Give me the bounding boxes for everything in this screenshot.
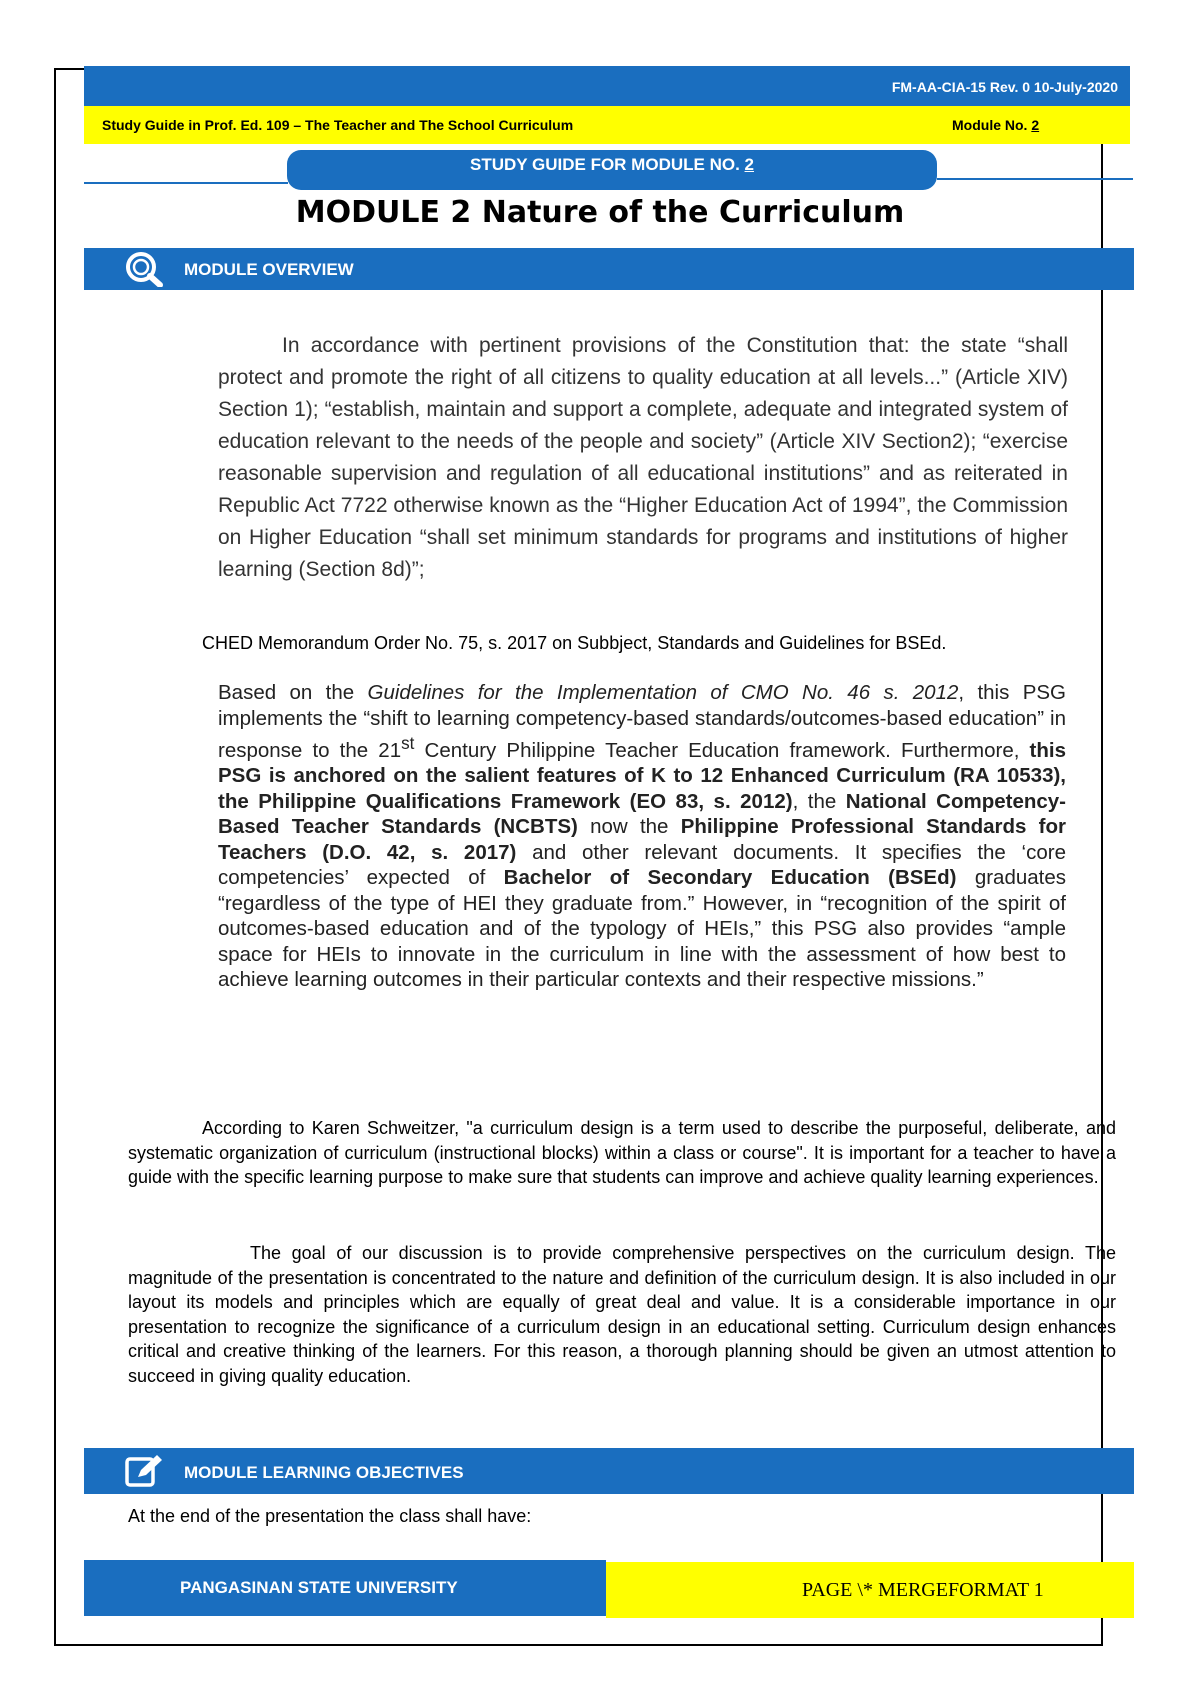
psg-text-9: Philippine Professional Standards for Teachers (D.O. 42, s. 2017) [218,815,1066,864]
frame-right-border [1101,140,1103,1646]
module-label-text: Module No. [952,117,1032,133]
psg-text-5: this PSG is anchored on the salient features of K to 12 Enhanced Curriculum (RA 10533), the Philippine Qualifications Framework (EO 83, s. 2012) [218,738,1066,813]
learning-objectives-heading: MODULE LEARNING OBJECTIVES [184,1463,464,1482]
frame-bottom-border [54,1644,1103,1646]
page-field: PAGE \* MERGEFORMAT 1 [802,1579,1044,1601]
module-number-value: 2 [1031,117,1040,133]
page-title: MODULE 2 Nature of the Curriculum [295,195,905,230]
psg-text-3: , this PSG implements the “shift to learning competency-based standards/outcomes-based education” in response to the 21 [218,681,1067,762]
constitution-quote-text: In accordance with pertinent provisions of the Constitution that: the state “shall protect and promote the right of all citizens to quality education at all levels...” (Article XIV) Section 1); “establish, maintain and support a complete, adequate and integrated system of education relevant to the needs of the people and society” (Article XIV Section2); “exercise reasonable supervision and regulation of all educational institutions” and as reiterated in Republic Act 7722 otherwise known as the “Higher Education Act of 1994”, the Commission on Higher Education “shall set minimum standards for programs and institutions of higher learning (Section 8d)”; [218,334,1068,581]
psg-text-11: Bachelor of Secondary Education (BSEd) [503,866,957,890]
banner-rule-right [937,178,1133,180]
objectives-intro: At the end of the presentation the class shall have: [128,1506,532,1526]
psg-text-4: Century Philippine Teacher Education framework. Furthermore, [414,738,1030,762]
psg-text-12: graduates “regardless of the type of HEI they graduate from.” However, in “recognition of the spirit of outcomes-based education and of the typology of HEIs,” this PSG also provides “ample space for HEIs to innovate in the curriculum in line with the assessment of how best to achieve learning outcomes in their particular contexts and their respective missions.” [218,866,1066,992]
guide-title: Study Guide in Prof. Ed. 109 – The Teacher and The School Curriculum [102,117,574,133]
goal-text: The goal of our discussion is to provide comprehensive perspectives on the curriculum design. The magnitude of the presentation is concentrated to the nature and definition of the curriculum design. It is also included in our layout its models and principles which are equally of great deal and value. It is a considerable importance in our presentation to recognize the significance of a curriculum design in an educational setting. Curriculum design enhances critical and creative thinking of the learners. For this reason, a thorough planning should be given an utmost attention to succeed in giving quality education. [128,1243,1116,1386]
module-overview-header [84,248,1134,290]
goal-paragraph [128,1241,1116,1388]
footer-university-bar [84,1560,606,1616]
psg-text-2: Guidelines for the Implementation of CMO No. 46 s. 2012 [367,681,959,704]
header-guide-bar [84,106,1130,144]
edit-icon [124,1453,164,1489]
psg-text-1: Based on the [218,681,368,704]
form-code: FM-AA-CIA-15 Rev. 0 10-July-2020 [891,79,1118,95]
psg-text-7: National Competency-Based Teacher Standards (NCBTS) [218,789,1067,839]
ched-memo-line: CHED Memorandum Order No. 75, s. 2017 on Subbject, Standards and Guidelines for BSEd. [202,633,947,653]
constitution-quote [218,330,1068,586]
banner-label: STUDY GUIDE FOR MODULE NO. [469,155,745,174]
module-overview-heading: MODULE OVERVIEW [184,260,354,279]
psg-text-sup: st [401,734,415,753]
magnifier-icon [124,251,164,287]
study-guide-banner [287,150,937,190]
footer-page-bar [606,1562,1134,1618]
frame-left-border [54,68,56,1646]
university-name: PANGASINAN STATE UNIVERSITY [180,1578,458,1597]
schweitzer-paragraph [128,1116,1116,1190]
psg-text-8: now the [577,815,681,839]
psg-quote [218,680,1066,993]
banner-number: 2 [744,155,754,174]
header-form-bar [84,66,1130,106]
frame-top-border [54,68,84,70]
module-number-label [952,117,1039,133]
psg-text-10: and other relevant documents. It specifies the ‘core competencies’ expected of [218,840,1066,890]
psg-text-6: , the [792,789,846,813]
banner-rule-left [84,182,288,184]
learning-objectives-header [84,1448,1134,1494]
schweitzer-text: According to Karen Schweitzer, "a curriculum design is a term used to describe the purposeful, deliberate, and systematic organization of curriculum (instructional blocks) within a class or course". It is important for a teacher to have a guide with the specific learning purpose to make sure that students can improve and achieve quality learning experiences. [128,1118,1116,1187]
